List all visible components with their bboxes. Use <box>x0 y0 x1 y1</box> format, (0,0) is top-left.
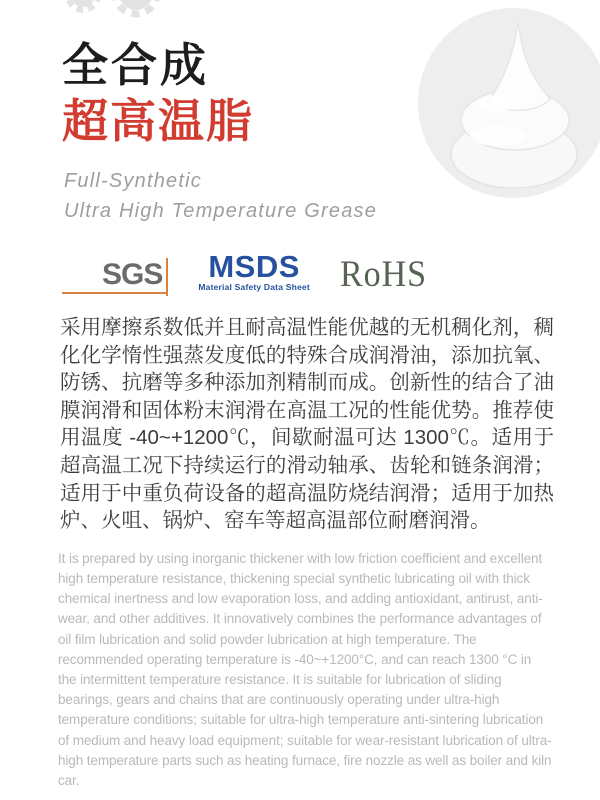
description-chinese: 采用摩擦系数低并且耐高温性能优越的无机稠化剂，稠化化学惰性强蒸发度低的特殊合成润滑油，添加抗氧、防锈、抗磨等多种添加剂精制而成。创新性的结合了油膜润滑和固体粉末润滑在高温工况的性能优势。推荐使用温度 -40~+1200℃，间歇耐温可达 1300℃。适用于超高温工况下持续运行的滑动轴承、齿轮和链条润滑；适用于中重负荷设备的超高温防烧结润滑；适用于加热炉、火咀、锅炉、窑车等超高温部位耐磨润滑。 <box>60 316 554 533</box>
certification-logos-row <box>100 248 600 294</box>
subtitle-line-2: Ultra High Temperature Grease <box>64 200 378 222</box>
grease-swirl-image <box>418 8 600 198</box>
sgs-logo <box>100 258 168 294</box>
description-english: It is prepared by using inorganic thickener with low friction coefficient and excellent high temperature resistance, thickening special synthetic lubricating oil with thick chemical inertness and low evaporation loss, and adding antioxidant, antirust, anti-wear, and other additives. It innovatively combines the performance advantages of oil film lubrication and solid powder lubrication at high temperature. The recommended operating temperature is -40~+1200°C, and can reach 1300 °C in the intermittent temperature resistance. It is suitable for lubrication of sliding bearings, gears and chains that are continuously operating under ultra-high temperature conditions; suitable for ultra-high temperature anti-sintering lubrication of medium and heavy load equipment; suitable for wear-resistant lubrication of ultra-high temperature parts such as heating furnace, fire nozzle as well as boiler and kiln car. <box>58 550 552 788</box>
rohs-logo <box>339 254 427 295</box>
gears-decoration-icon <box>58 0 168 20</box>
rohs-logo-label: RoHS <box>339 254 427 295</box>
sgs-logo-label: SGS <box>102 258 163 291</box>
sgs-logo-underline <box>62 292 168 294</box>
subtitle-line-1: Full-Synthetic <box>64 170 202 192</box>
msds-logo-label: MSDS <box>208 249 300 284</box>
product-photo <box>418 8 600 198</box>
product-title-chinese: 全合成 <box>62 39 209 91</box>
msds-logo <box>198 249 310 294</box>
product-title-chinese-red: 超高温脂 <box>62 95 254 147</box>
msds-logo-subtext: Material Safety Data Sheet <box>198 282 310 292</box>
sgs-logo-sideline <box>166 258 168 296</box>
